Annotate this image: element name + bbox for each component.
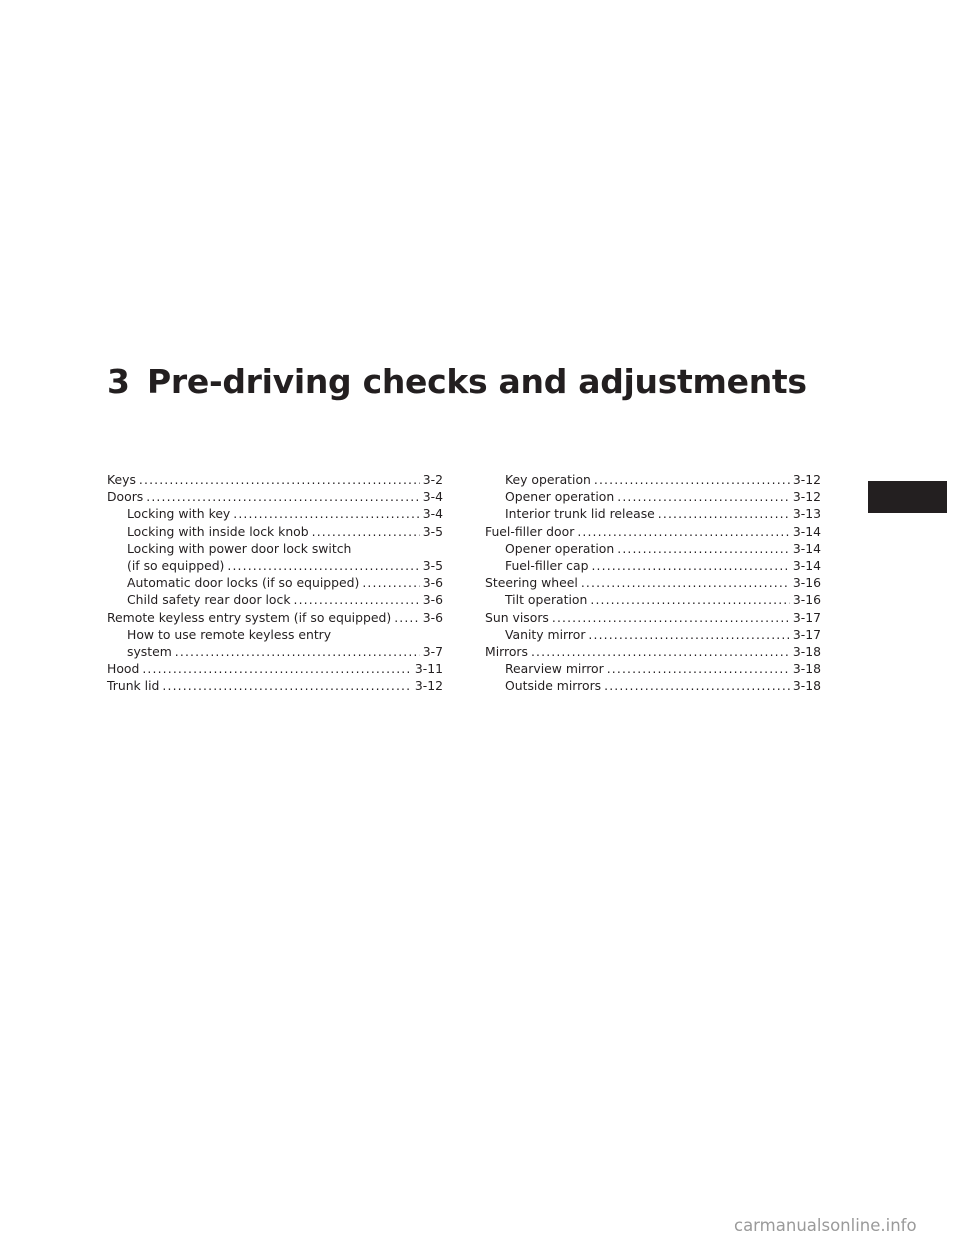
toc-entry[interactable] (485, 626, 821, 643)
toc-right-column (485, 471, 821, 695)
toc-page-number: 3-16 (792, 575, 821, 591)
toc-page-number: 3-7 (422, 644, 443, 660)
toc-entry-title: Automatic door locks (if so equipped) (127, 575, 360, 591)
toc-page-number: 3-5 (422, 523, 443, 539)
toc-dot-leader (233, 505, 419, 522)
toc-entry-title: (if so equipped) (127, 558, 225, 574)
toc-entry[interactable] (485, 540, 821, 557)
toc-dot-leader (591, 557, 789, 574)
toc-page-number: 3-12 (792, 489, 821, 505)
toc-entry[interactable] (107, 609, 443, 626)
toc-entry-title: Locking with inside lock knob (127, 523, 309, 539)
toc-entry[interactable] (485, 660, 821, 677)
toc-entry[interactable] (485, 574, 821, 591)
toc-page-number: 3-18 (792, 661, 821, 677)
toc-entry[interactable] (485, 505, 821, 522)
toc-entry-title: Hood (107, 661, 140, 677)
toc-page-number: 3-4 (422, 506, 443, 522)
toc-entry-title: Tilt operation (505, 592, 588, 608)
toc-entry[interactable] (107, 591, 443, 608)
toc-dot-leader (142, 660, 412, 677)
toc-page-number: 3-14 (792, 523, 821, 539)
toc-page-number: 3-14 (792, 558, 821, 574)
toc-entry-title: Opener operation (505, 540, 615, 556)
toc-dot-leader (227, 557, 419, 574)
toc-dot-leader (658, 505, 790, 522)
toc-entry-title-line1: Locking with power door lock switch (127, 540, 352, 556)
toc-dot-leader (139, 471, 420, 488)
toc-page-number: 3-6 (422, 609, 443, 625)
toc-page-number: 3-2 (422, 472, 443, 487)
toc-dot-leader (617, 488, 790, 505)
toc-entry-title: Keys (107, 472, 136, 487)
toc-entry[interactable] (485, 471, 821, 488)
toc-entry[interactable] (485, 523, 821, 540)
toc-entry-title: Steering wheel (485, 575, 578, 591)
toc-entry-title: Fuel-filler door (485, 523, 575, 539)
toc-page-number: 3-12 (792, 472, 821, 487)
toc-page-number: 3-18 (792, 644, 821, 660)
toc-dot-leader (312, 523, 420, 540)
chapter-title-text: Pre-driving checks and adjustments (147, 362, 807, 401)
toc-page-number: 3-6 (422, 592, 443, 608)
toc-dot-leader (594, 471, 790, 488)
toc-dot-leader (175, 643, 420, 660)
toc-dot-leader (146, 488, 419, 505)
toc-entry-title: Doors (107, 489, 144, 505)
toc-entry-title: Mirrors (485, 644, 528, 660)
toc-page-number: 3-6 (422, 575, 443, 591)
toc-entry[interactable] (485, 643, 821, 660)
toc-dot-leader (607, 660, 790, 677)
toc-entry[interactable] (107, 488, 443, 505)
toc-page-number: 3-4 (422, 489, 443, 505)
toc-entry-title: Rearview mirror (505, 661, 604, 677)
toc-dot-leader (617, 540, 790, 557)
toc-page-number: 3-17 (792, 626, 821, 642)
toc-entry-title: Interior trunk lid release (505, 506, 655, 522)
toc-dot-leader (362, 574, 419, 591)
toc-left-column (107, 471, 443, 695)
toc-entry-title: Trunk lid (107, 678, 160, 694)
toc-entry-title: Locking with key (127, 506, 231, 522)
toc-entry[interactable] (107, 660, 443, 677)
toc-entry-title: Vanity mirror (505, 626, 586, 642)
toc-entry[interactable] (107, 626, 443, 660)
toc-entry[interactable] (485, 591, 821, 608)
watermark-text: carmanualsonline.info (734, 1216, 917, 1235)
toc-page-number: 3-17 (792, 609, 821, 625)
toc-entry-title: Key operation (505, 472, 591, 487)
toc-entry[interactable] (107, 677, 443, 694)
toc-page-number: 3-12 (414, 678, 443, 694)
toc-entry[interactable] (485, 557, 821, 574)
toc-entry[interactable] (107, 540, 443, 574)
toc-entry-title: system (127, 644, 172, 660)
toc-dot-leader (531, 643, 790, 660)
toc-dot-leader (588, 626, 789, 643)
chapter-number: 3 (107, 362, 130, 401)
toc-entry-title: Outside mirrors (505, 678, 602, 694)
toc-page-number: 3-16 (792, 592, 821, 608)
toc-entry-title: Sun visors (485, 609, 549, 625)
toc-page-number: 3-13 (792, 506, 821, 522)
toc-entry-title-line1: How to use remote keyless entry (127, 626, 332, 642)
toc-entry-title: Remote keyless entry system (if so equipped) (107, 609, 392, 625)
toc-dot-leader (604, 677, 790, 694)
toc-entry[interactable] (107, 574, 443, 591)
toc-entry[interactable] (485, 677, 821, 694)
toc-entry-title: Fuel-filler cap (505, 558, 589, 574)
toc-page-number: 3-11 (414, 661, 443, 677)
toc-page-number: 3-14 (792, 540, 821, 556)
toc-dot-leader (294, 591, 420, 608)
toc-entry-title: Child safety rear door lock (127, 592, 291, 608)
toc-dot-leader (581, 574, 790, 591)
toc-dot-leader (394, 609, 420, 626)
toc-entry[interactable] (107, 505, 443, 522)
chapter-tab-marker (868, 481, 947, 513)
toc-dot-leader (577, 523, 790, 540)
toc-dot-leader (552, 609, 790, 626)
toc-page-number: 3-5 (422, 558, 443, 574)
chapter-title (107, 356, 867, 408)
toc-entry[interactable] (107, 471, 443, 488)
toc-entry[interactable] (107, 523, 443, 540)
toc-entry-title: Opener operation (505, 489, 615, 505)
toc-dot-leader (590, 591, 790, 608)
toc-dot-leader (162, 677, 411, 694)
toc-entry[interactable] (485, 488, 821, 505)
toc-entry[interactable] (485, 609, 821, 626)
toc-page-number: 3-18 (792, 678, 821, 694)
